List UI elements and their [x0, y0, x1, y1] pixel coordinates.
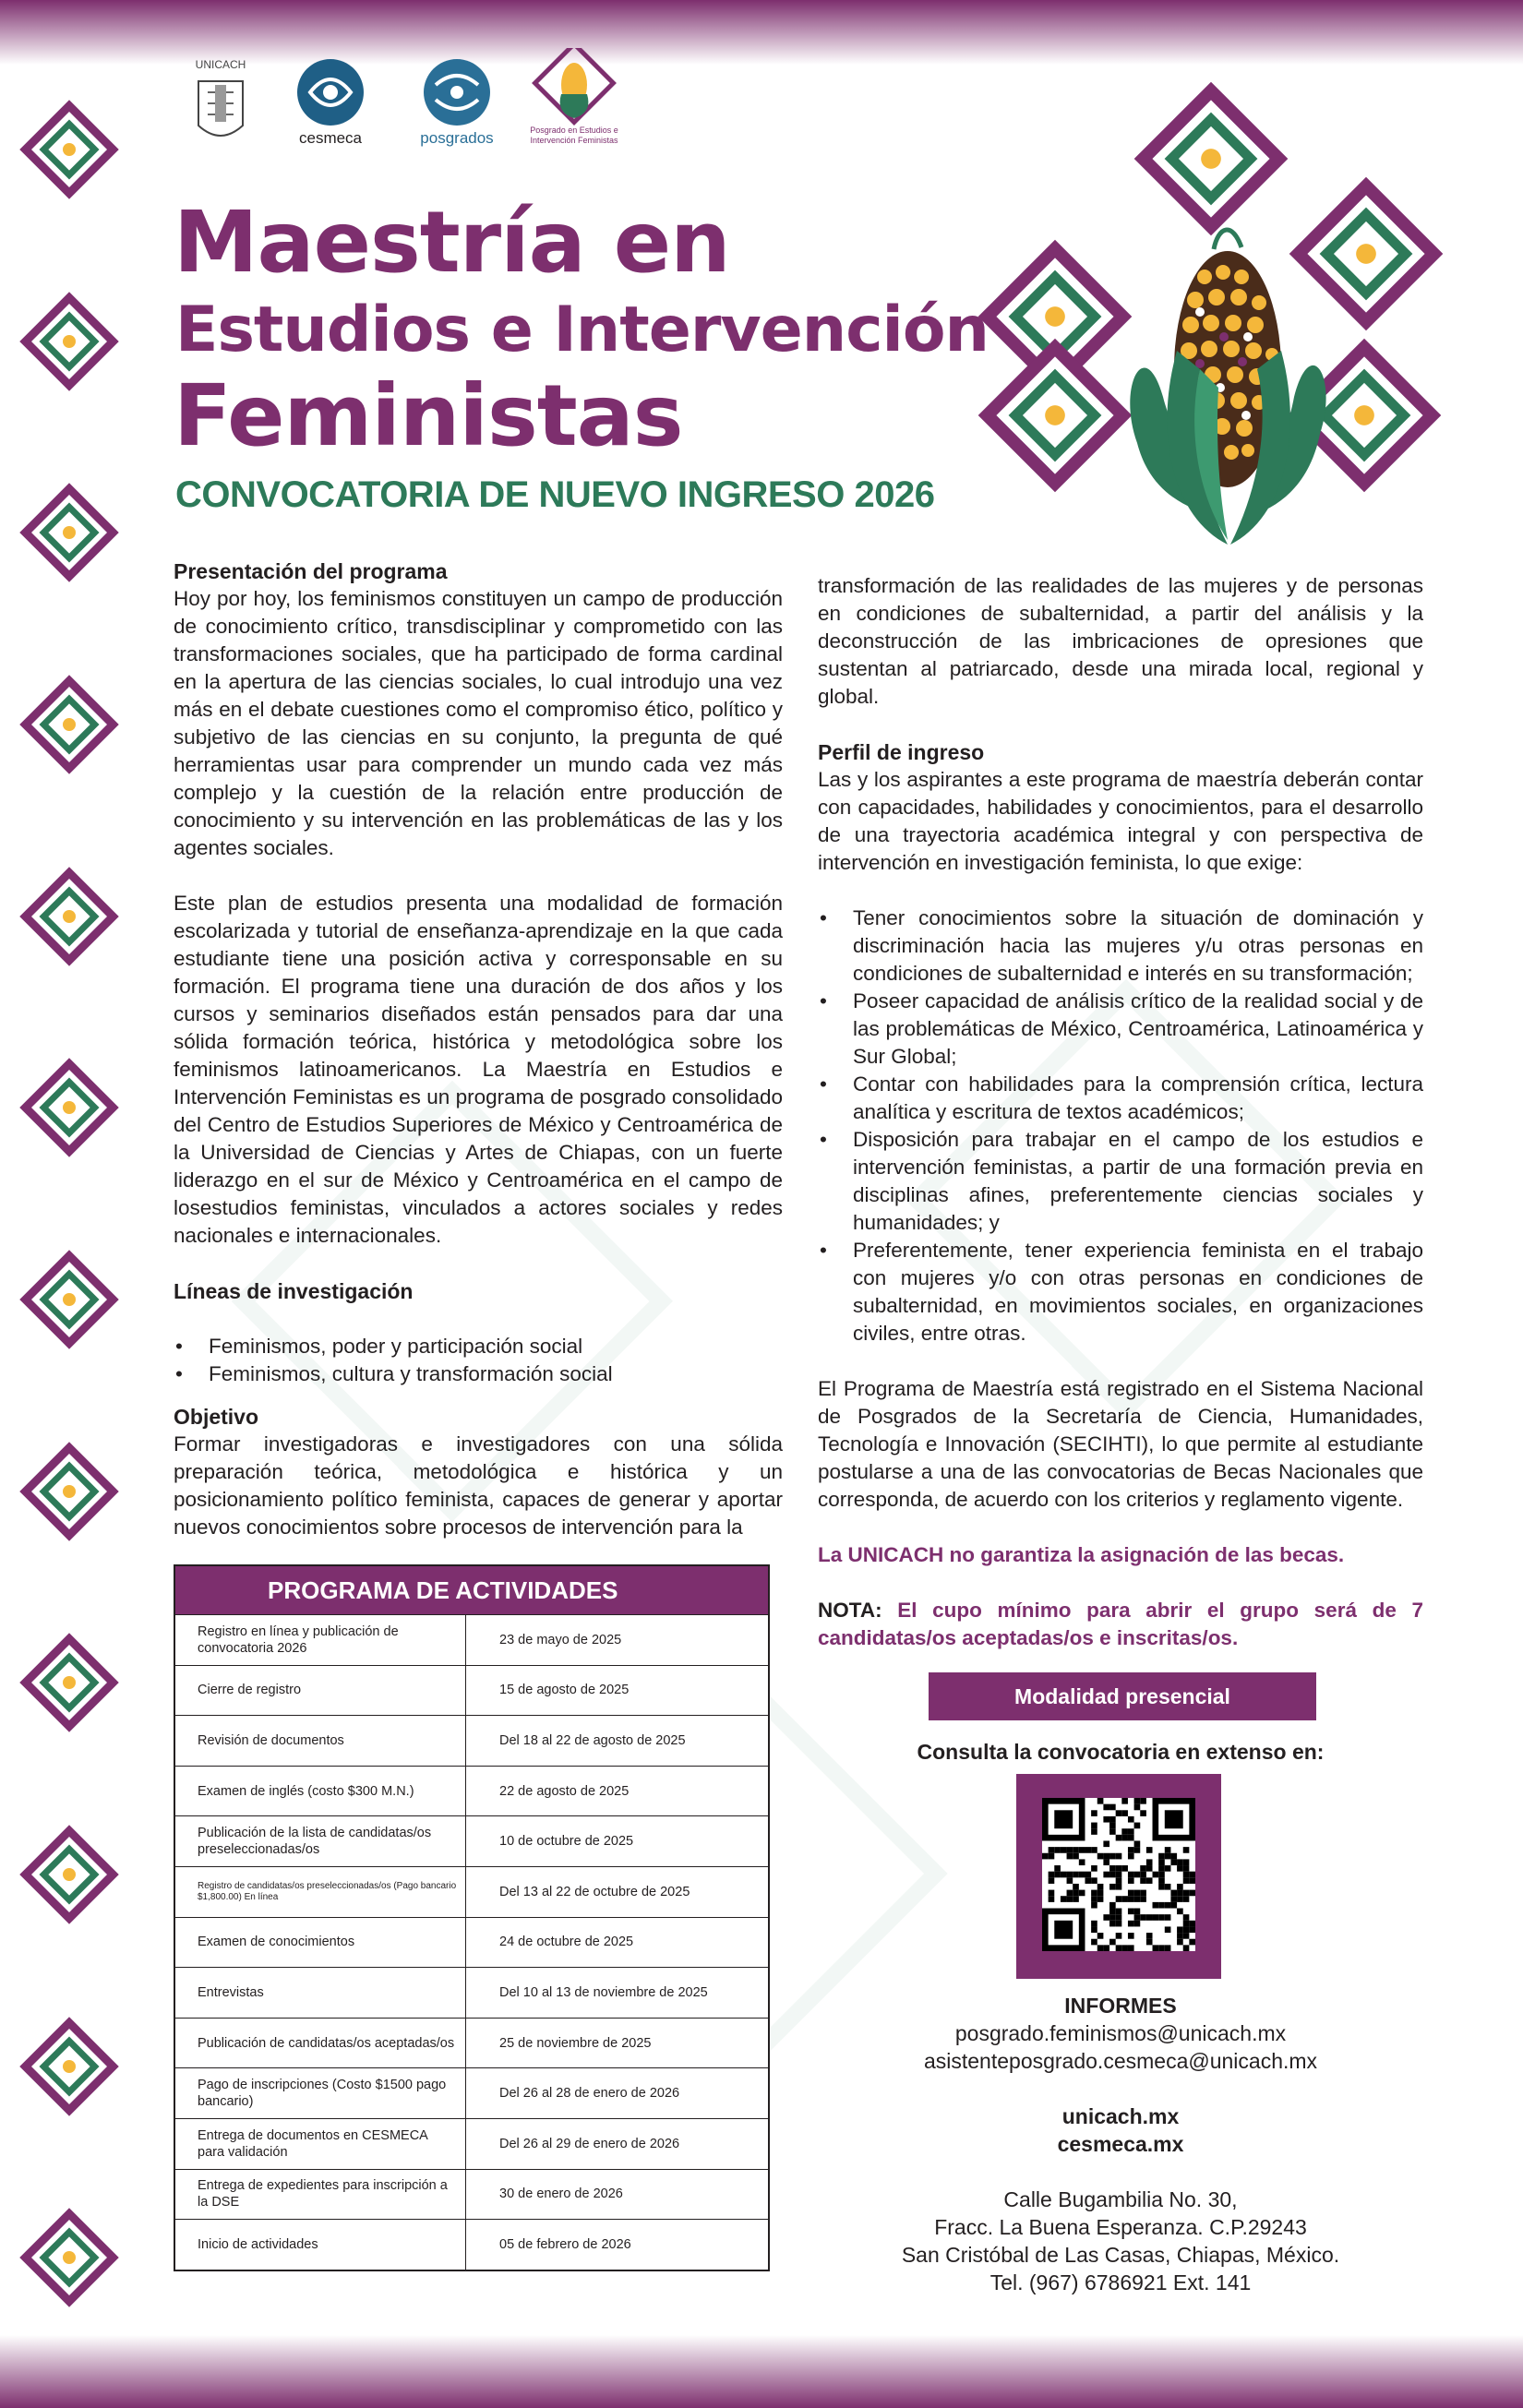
date-cell: 15 de agosto de 2025 [466, 1665, 769, 1716]
activity-cell: Entrevistas [175, 1968, 466, 2019]
date-cell: Del 26 al 28 de enero de 2026 [466, 2068, 769, 2119]
becas-note: La UNICACH no garantiza la asignación de las becas. [818, 1543, 1345, 1566]
lineas-list [174, 1333, 783, 1388]
cesmeca-logo-label: cesmeca [298, 129, 363, 147]
address-line-1: Calle Bugambilia No. 30, [1003, 2187, 1238, 2211]
activities-grid [175, 1614, 768, 2270]
date-cell: Del 10 al 13 de noviembre de 2025 [466, 1968, 769, 2019]
table-row [175, 1665, 768, 1716]
web-link-cesmeca[interactable]: cesmeca.mx [1057, 2132, 1184, 2156]
list-item: • Feminismos, cultura y transformación social [209, 1360, 783, 1388]
modalidad-badge: Modalidad presencial [929, 1672, 1316, 1720]
list-item: • Poseer capacidad de análisis crítico de la realidad social y de las problemáticas de México, Centroamérica, Latinoamérica y Sur Global; [853, 988, 1423, 1071]
table-row [175, 1917, 768, 1968]
email-link-2[interactable]: asistenteposgrado.cesmeca@unicach.mx [923, 2049, 1318, 2073]
activity-cell: Inicio de actividades [175, 2220, 466, 2270]
activity-cell: Entrega de expedientes para inscripción a la DSE [175, 2169, 466, 2220]
consulta-text: Consulta la convocatoria en extenso en: [917, 1740, 1325, 1764]
phone: Tel. (967) 6786921 Ext. 141 [989, 2270, 1252, 2294]
unicach-logo-label: UNICACH [195, 58, 246, 71]
list-item: • Disposición para trabajar en el campo de los estudios e intervención feministas, a partir de una formación previa en disciplinas afines, preferentemente ciencias sociales y humanidades; y [853, 1126, 1423, 1237]
email-link-1[interactable]: posgrado.feminismos@unicach.mx [954, 2021, 1287, 2045]
maestria-logo-caption: Posgrado en Estudios e Intervención Feministas [530, 126, 618, 145]
web-link-unicach[interactable]: unicach.mx [1061, 2104, 1180, 2128]
date-cell: 25 de noviembre de 2025 [466, 2018, 769, 2068]
title-line-2: Estudios e Intervención [175, 294, 989, 366]
activity-cell: Examen de inglés (costo $300 M.N.) [175, 1766, 466, 1816]
activity-cell: Cierre de registro [175, 1665, 466, 1716]
registro-text: El Programa de Maestría está registrado en el Sistema Nacional de Posgrados de la Secretaría de Ciencia, Humanidades, Tecnología e Innovación (SECIHTI), lo que permite al estudiante postularse a una de las convocatorias de Becas Nacionales que corresponda, de acuerdo con los criterios y reglamento vigente. [818, 1377, 1423, 1511]
date-cell: 30 de enero de 2026 [466, 2169, 769, 2220]
convocatoria-title: CONVOCATORIA DE NUEVO INGRESO 2026 [175, 474, 935, 515]
list-item: • Tener conocimientos sobre la situación de dominación y discriminación hacia las mujeres y/u otras personas en condiciones de subalternidad e interés en su transformación; [853, 904, 1423, 988]
table-row [175, 1968, 768, 2019]
table-row [175, 2169, 768, 2220]
qr-code[interactable] [1042, 1798, 1195, 1951]
table-row [175, 2068, 768, 2119]
qr-code-frame[interactable] [1016, 1774, 1221, 1979]
table-row [175, 1816, 768, 1867]
activity-cell: Registro en línea y publicación de convocatoria 2026 [175, 1615, 466, 1666]
table-row [175, 2118, 768, 2169]
table-row [175, 2220, 768, 2270]
activity-cell: Pago de inscripciones (Costo $1500 pago bancario) [175, 2068, 466, 2119]
activity-cell: Entrega de documentos en CESMECA para validación [175, 2118, 466, 2169]
activities-table [174, 1564, 770, 2271]
table-row [175, 1615, 768, 1666]
activity-cell: Examen de conocimientos [175, 1917, 466, 1968]
presentacion-heading: Presentación del programa [174, 559, 448, 583]
address-line-3: San Cristóbal de Las Casas, Chiapas, México. [901, 2243, 1340, 2267]
objetivo-continuation: transformación de las realidades de las mujeres y de personas en condiciones de subalternidad, a partir del análisis y la deconstrucción de las imbricaciones de opresiones que sustentan al patriarcado, desde una mirada local, regional y global. [818, 574, 1423, 708]
title-line-1: Maestría en [174, 193, 730, 292]
list-item: • Feminismos, poder y participación social [209, 1333, 783, 1360]
posgrados-logo-label: posgrados [420, 129, 494, 147]
objetivo-text: Formar investigadoras e investigadores con una sólida preparación teórica, metodológica e histórica y un posicionamiento político feminista, capaces de generar y aportar nuevos conocimientos sobre procesos de intervención para la [174, 1432, 783, 1539]
date-cell: 10 de octubre de 2025 [466, 1816, 769, 1867]
date-cell: Del 26 al 29 de enero de 2026 [466, 2118, 769, 2169]
table-row [175, 1766, 768, 1816]
activity-cell: Revisión de documentos [175, 1716, 466, 1767]
list-item: • Contar con habilidades para la comprensión crítica, lectura analítica y escritura de textos académicos; [853, 1071, 1423, 1126]
qr-code-icon [1042, 1798, 1195, 1951]
title-line-3: Feministas [174, 366, 683, 465]
activity-cell: Publicación de candidatas/os aceptadas/os [175, 2018, 466, 2068]
date-cell: Del 13 al 22 de octubre de 2025 [466, 1866, 769, 1917]
date-cell: 23 de mayo de 2025 [466, 1615, 769, 1666]
date-cell: Del 18 al 22 de agosto de 2025 [466, 1716, 769, 1767]
perfil-intro: Las y los aspirantes a este programa de maestría deberán contar con capacidades, habilidades y conocimientos, para el desarrollo de una trayectoria académica integral y con perspectiva de intervención en investigación feminista, lo que exige: [818, 768, 1423, 874]
cesmeca-logo [294, 57, 367, 150]
address-line-2: Fracc. La Buena Esperanza. C.P.29243 [934, 2215, 1307, 2239]
perfil-list [818, 904, 1423, 1348]
nota-label: NOTA: [818, 1599, 882, 1622]
lineas-heading: Líneas de investigación [174, 1279, 414, 1303]
informes-block [818, 1992, 1423, 2296]
activity-cell: Registro de candidatas/os preseleccionadas/os (Pago bancario $1,800.00) En línea [175, 1866, 466, 1917]
right-column [818, 572, 1423, 1652]
informes-heading: INFORMES [1064, 1994, 1177, 2018]
list-item: • Preferentemente, tener experiencia feminista en el trabajo con mujeres y/o con otras personas en condiciones de subalternidad, en movimientos sociales, en organizaciones civiles, entre otras. [853, 1237, 1423, 1348]
presentacion-paragraph-1: Hoy por hoy, los feminismos constituyen un campo de producción de conocimiento crítico, transdisciplinar y comprometido con las transformaciones sociales, que ha participado de forma cardinal en la apertura de las ciencias sociales, lo cual introdujo una vez más en el debate cuestiones como el compromiso ético, político y subjetivo de las ciencias en su conjunto, la pregunta de qué herramientas usar para comprender un mundo cada vez más complejo y la cuestión de la relación entre producción de conocimiento y su intervención en las problemáticas de las y los agentes sociales. [174, 587, 783, 859]
table-row [175, 1866, 768, 1917]
nota-text: El cupo mínimo para abrir el grupo será de 7 candidatas/os aceptadas/os e inscritas/os. [818, 1599, 1423, 1649]
table-row [175, 2018, 768, 2068]
presentacion-paragraph-2: Este plan de estudios presenta una modalidad de formación escolarizada y tutorial de enseñanza-aprendizaje en la que cada estudiante tiene una posición activa y corresponsable en su formación. El programa tiene una duración de dos años y los cursos y seminarios diseñados están pensados para dar una sólida formación teórica, histórica y metodológica sobre los feminismos latinoamericanos. La Maestría en Estudios e Intervención Feministas es un programa de posgrado consolidado del Centro de Estudios Superiores de México y Centroamérica de la Universidad de Ciencias y Artes de Chiapas, con un fuerte liderazgo en el sur de México y Centroamérica en el campo de losestudios feministas, vinculados a actores sociales y redes nacionales e internacionales. [174, 892, 783, 1247]
date-cell: 24 de octubre de 2025 [466, 1917, 769, 1968]
activity-cell: Publicación de la lista de candidatas/os preseleccionadas/os [175, 1816, 466, 1867]
perfil-heading: Perfil de ingreso [818, 740, 985, 764]
date-cell: 22 de agosto de 2025 [466, 1766, 769, 1816]
table-row [175, 1716, 768, 1767]
date-cell: 05 de febrero de 2026 [466, 2220, 769, 2270]
left-column [174, 557, 783, 1541]
unicach-logo [189, 54, 252, 153]
activities-table-header: PROGRAMA DE ACTIVIDADES [175, 1566, 768, 1614]
cupo-note [818, 1597, 1423, 1652]
objetivo-heading: Objetivo [174, 1405, 259, 1429]
posgrados-logo [415, 57, 498, 150]
maestria-logo [528, 48, 620, 151]
